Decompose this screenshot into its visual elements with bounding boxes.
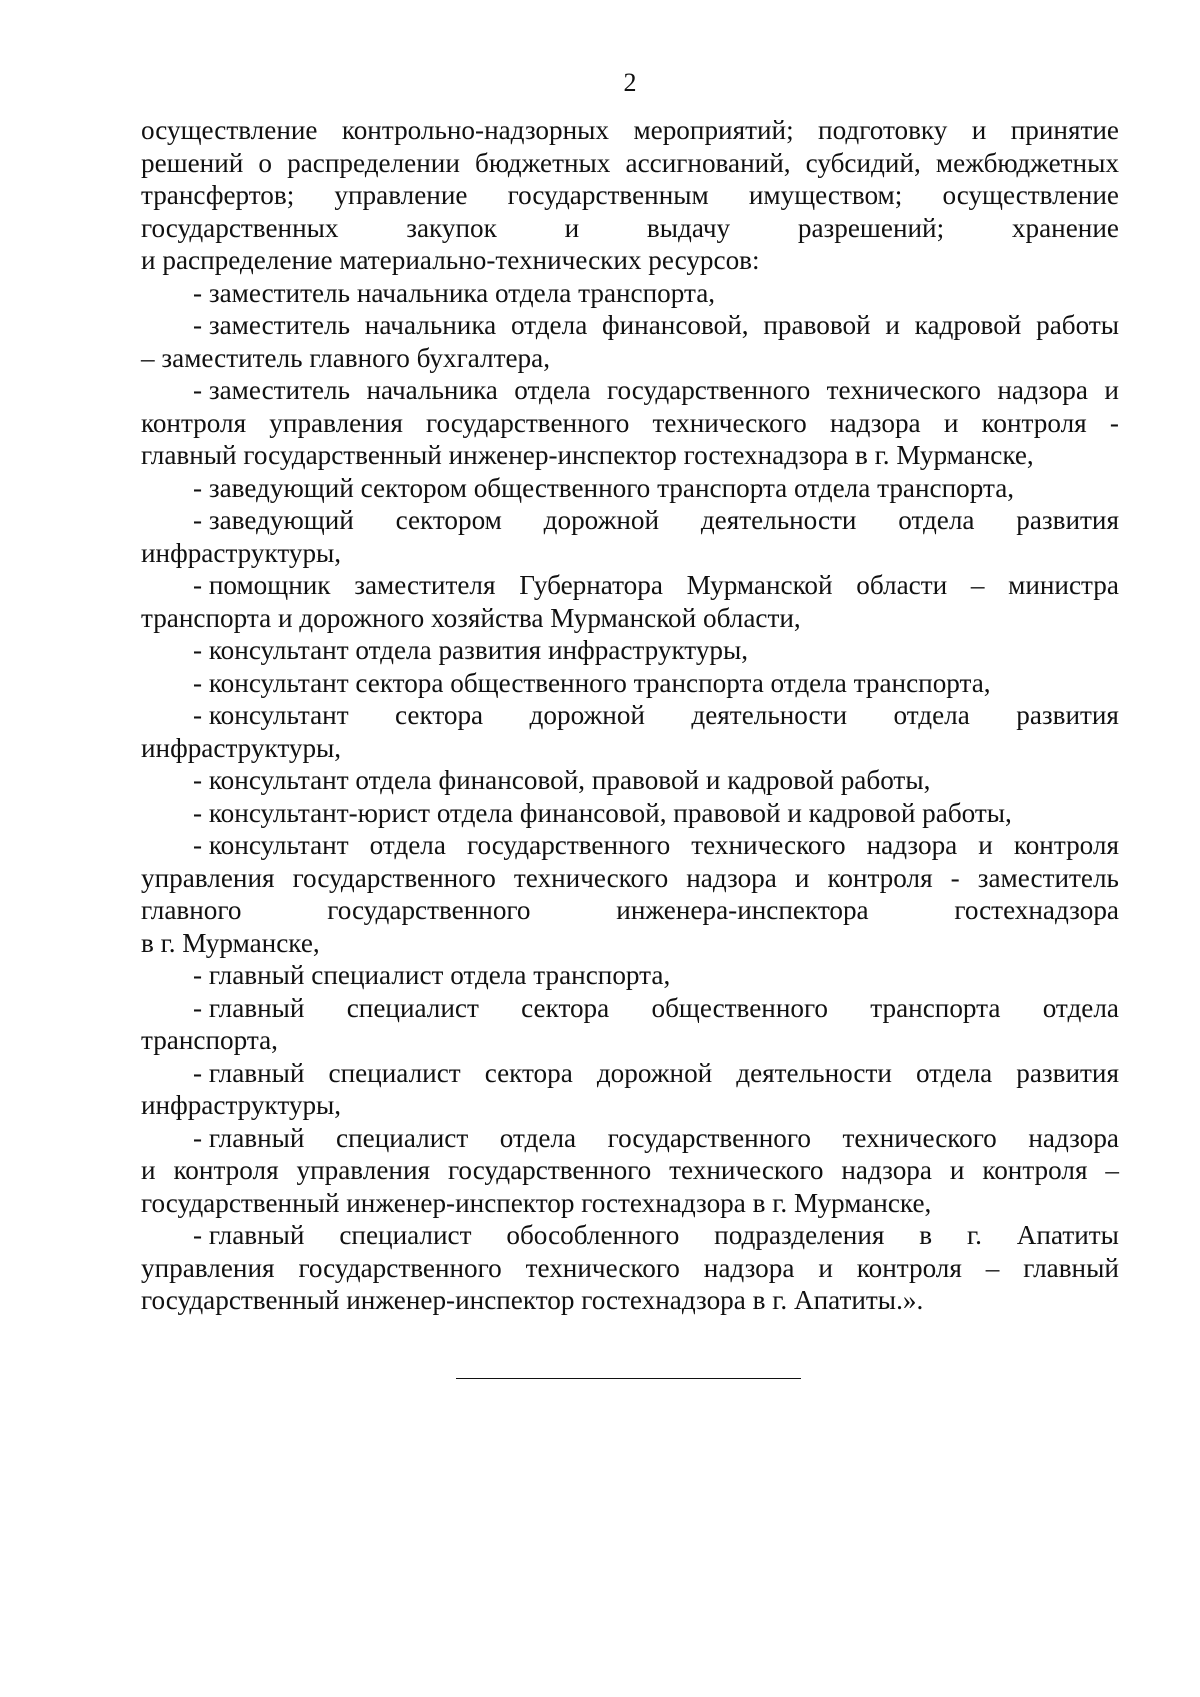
word: и bbox=[943, 407, 959, 438]
word: подготовку bbox=[818, 115, 948, 145]
text-line bbox=[141, 992, 1119, 1025]
text-line: инфраструктуры, bbox=[141, 1090, 342, 1120]
word: надзора bbox=[829, 407, 921, 438]
word: - заместитель bbox=[193, 310, 351, 340]
word: подразделения bbox=[714, 1220, 885, 1250]
text-line bbox=[141, 894, 1119, 927]
text-line bbox=[141, 504, 1119, 537]
word: заместитель bbox=[977, 862, 1119, 893]
text-line: - консультант отдела финансовой, правовой и кадровой работы, bbox=[193, 765, 931, 795]
word: принятие bbox=[1010, 115, 1119, 145]
word: г. bbox=[967, 1220, 982, 1250]
text-line: транспорта, bbox=[141, 1025, 278, 1055]
text-line: инфраструктуры, bbox=[141, 537, 342, 568]
text-line: государственный инженер-инспектор гостехнадзора в г. Мурманске, bbox=[141, 1187, 932, 1218]
word: главный bbox=[1023, 1252, 1119, 1283]
text-line bbox=[141, 212, 1119, 245]
word: технического bbox=[691, 830, 846, 860]
word: надзора bbox=[1028, 1122, 1119, 1153]
word: субсидий, bbox=[805, 147, 921, 178]
word: бюджетных bbox=[475, 147, 611, 178]
word: развития bbox=[1016, 700, 1119, 730]
word: Мурманской bbox=[686, 570, 833, 600]
word: Апатиты bbox=[1016, 1220, 1119, 1250]
word: развития bbox=[1016, 1057, 1119, 1088]
text-line bbox=[141, 1219, 1119, 1252]
word: деятельности bbox=[700, 505, 857, 535]
text-line bbox=[141, 1154, 1119, 1187]
word: государственного bbox=[607, 1122, 811, 1153]
word: управление bbox=[334, 180, 468, 210]
word: работы bbox=[1036, 310, 1119, 340]
word: обособленного bbox=[506, 1220, 680, 1250]
word: специалист bbox=[339, 1220, 472, 1250]
word: - помощник bbox=[193, 570, 331, 600]
word: и bbox=[949, 1155, 965, 1185]
word: Губернатора bbox=[519, 570, 663, 600]
text-line bbox=[141, 829, 1119, 862]
text-line bbox=[141, 407, 1119, 440]
word: технического bbox=[842, 1122, 997, 1153]
word: осуществление bbox=[942, 180, 1119, 210]
word: - консультант bbox=[193, 830, 349, 860]
text-line bbox=[141, 309, 1119, 342]
word: сектора bbox=[395, 700, 484, 730]
word: начальника bbox=[364, 310, 497, 340]
text-line: в г. Мурманске, bbox=[141, 927, 320, 958]
word: управления bbox=[141, 862, 275, 893]
word: отдела bbox=[510, 310, 588, 340]
word: и bbox=[141, 1155, 156, 1185]
word: – bbox=[985, 1252, 1000, 1283]
end-of-document-rule bbox=[456, 1378, 801, 1379]
word: надзора bbox=[841, 1155, 932, 1185]
text-line bbox=[141, 699, 1119, 732]
word: надзора bbox=[686, 862, 777, 893]
word: в bbox=[919, 1220, 933, 1250]
word: надзора bbox=[866, 830, 958, 860]
word: сектора bbox=[521, 992, 610, 1023]
text-line: - заведующий сектором общественного транспорта отдела транспорта, bbox=[193, 472, 1015, 503]
word: инженера-инспектора bbox=[616, 895, 869, 925]
word: дорожной bbox=[543, 505, 660, 535]
word: управления bbox=[296, 1155, 431, 1185]
word: отдела bbox=[1042, 992, 1119, 1023]
word: межбюджетных bbox=[935, 147, 1119, 178]
word: надзора bbox=[997, 375, 1088, 405]
word: начальника bbox=[366, 375, 498, 405]
word: деятельности bbox=[691, 700, 848, 730]
word: - bbox=[1109, 407, 1119, 438]
word: гостехнадзора bbox=[954, 895, 1119, 925]
text-line: и распределение материально-технических ресурсов: bbox=[141, 245, 760, 275]
word: области bbox=[856, 570, 948, 600]
word: общественного bbox=[651, 992, 829, 1023]
word: и bbox=[564, 212, 580, 243]
word: контроля bbox=[981, 407, 1087, 438]
text-line bbox=[141, 374, 1119, 407]
word: управления bbox=[141, 1252, 275, 1283]
word: сектором bbox=[395, 505, 502, 535]
word: контроля bbox=[982, 1155, 1088, 1185]
word: отдела bbox=[898, 505, 975, 535]
word: контроля bbox=[856, 1252, 962, 1283]
word: контроля bbox=[173, 1155, 279, 1185]
word: технического bbox=[669, 1155, 824, 1185]
word: разрешений; bbox=[797, 212, 945, 243]
word: - bbox=[950, 862, 960, 893]
word: специалист bbox=[328, 1057, 461, 1088]
word: государственного bbox=[292, 862, 496, 893]
text-line: - консультант-юрист отдела финансовой, правовой и кадровой работы, bbox=[193, 797, 1012, 828]
text-line: - главный специалист отдела транспорта, bbox=[193, 960, 671, 990]
text-line: - заместитель начальника отдела транспорта, bbox=[193, 277, 716, 308]
word: государственного bbox=[298, 1252, 502, 1283]
word: хранение bbox=[1011, 212, 1119, 243]
word: и bbox=[978, 830, 993, 860]
text-line bbox=[141, 569, 1119, 602]
word: специалист bbox=[336, 1122, 469, 1153]
word: финансовой, bbox=[602, 310, 749, 340]
word: и bbox=[794, 862, 810, 893]
document-body bbox=[141, 114, 1119, 1317]
word: отдела bbox=[893, 700, 970, 730]
word: и bbox=[818, 1252, 833, 1283]
word: отдела bbox=[514, 375, 591, 405]
text-line: инфраструктуры, bbox=[141, 732, 342, 763]
word: специалист bbox=[346, 992, 479, 1023]
word: и bbox=[885, 310, 900, 340]
word: осуществление bbox=[141, 115, 318, 145]
text-line bbox=[141, 179, 1119, 212]
word: дорожной bbox=[529, 700, 645, 730]
word: главного bbox=[141, 895, 242, 925]
word: контроля bbox=[1013, 830, 1119, 860]
text-line: государственный инженер-инспектор гостехнадзора в г. Апатиты.». bbox=[141, 1285, 924, 1315]
word: - заведующий bbox=[193, 505, 354, 535]
word: контроля bbox=[827, 862, 933, 893]
word: государственного bbox=[447, 1155, 652, 1185]
text-line bbox=[141, 1252, 1119, 1285]
text-line bbox=[141, 862, 1119, 895]
word: о bbox=[258, 147, 273, 178]
word: заместителя bbox=[354, 570, 496, 600]
word: ассигнований, bbox=[625, 147, 791, 178]
word: транспорта bbox=[870, 992, 1001, 1023]
word: - консультант bbox=[193, 700, 349, 730]
word: закупок bbox=[406, 212, 497, 243]
word: – bbox=[1105, 1155, 1119, 1185]
word: технического bbox=[513, 862, 669, 893]
word: отдела bbox=[915, 1057, 993, 1088]
word: - главный bbox=[193, 1122, 305, 1153]
text-line: главный государственный инженер-инспектор гостехнадзора в г. Мурманске, bbox=[141, 440, 1034, 470]
word: технического bbox=[652, 407, 807, 438]
word: отдела bbox=[369, 830, 446, 860]
word: надзора bbox=[703, 1252, 795, 1283]
text-line: – заместитель главного бухгалтера, bbox=[141, 342, 551, 373]
word: контроля bbox=[141, 407, 247, 438]
word: государственных bbox=[141, 212, 339, 243]
word: государственного bbox=[327, 895, 531, 925]
word: технического bbox=[826, 375, 981, 405]
word: и bbox=[1104, 375, 1119, 405]
word: государственного bbox=[606, 375, 811, 405]
word: отдела bbox=[499, 1122, 577, 1153]
word: сектора bbox=[484, 1057, 573, 1088]
word: и bbox=[971, 115, 987, 145]
text-line bbox=[141, 1057, 1119, 1090]
word: деятельности bbox=[736, 1057, 892, 1088]
text-line bbox=[141, 147, 1119, 180]
word: государственного bbox=[466, 830, 671, 860]
word: министра bbox=[1008, 570, 1119, 600]
text-line: - консультант сектора общественного транспорта отдела транспорта, bbox=[193, 667, 991, 698]
word: контрольно-надзорных bbox=[341, 115, 610, 145]
text-line bbox=[141, 114, 1119, 147]
word: государственного bbox=[426, 407, 630, 438]
word: мероприятий; bbox=[633, 115, 794, 145]
word: кадровой bbox=[914, 310, 1022, 340]
word: распределении bbox=[287, 147, 460, 178]
word: дорожной bbox=[596, 1057, 713, 1088]
word: трансфертов; bbox=[141, 180, 295, 210]
word: - главный bbox=[193, 992, 305, 1023]
text-line bbox=[141, 1122, 1119, 1155]
word: решений bbox=[141, 147, 244, 178]
word: - заместитель bbox=[193, 375, 351, 405]
word: – bbox=[970, 570, 985, 600]
word: управления bbox=[269, 407, 403, 438]
text-line: - консультант отдела развития инфраструктуры, bbox=[193, 635, 749, 665]
page-number: 2 bbox=[623, 68, 637, 97]
word: - главный bbox=[193, 1220, 305, 1250]
text-line: транспорта и дорожного хозяйства Мурманской области, bbox=[141, 602, 801, 633]
word: имуществом; bbox=[748, 180, 903, 210]
word: государственным bbox=[507, 180, 709, 210]
word: выдачу bbox=[646, 212, 731, 243]
word: правовой bbox=[763, 310, 871, 340]
word: технического bbox=[525, 1252, 680, 1283]
word: развития bbox=[1016, 505, 1119, 535]
word: - главный bbox=[193, 1057, 305, 1088]
